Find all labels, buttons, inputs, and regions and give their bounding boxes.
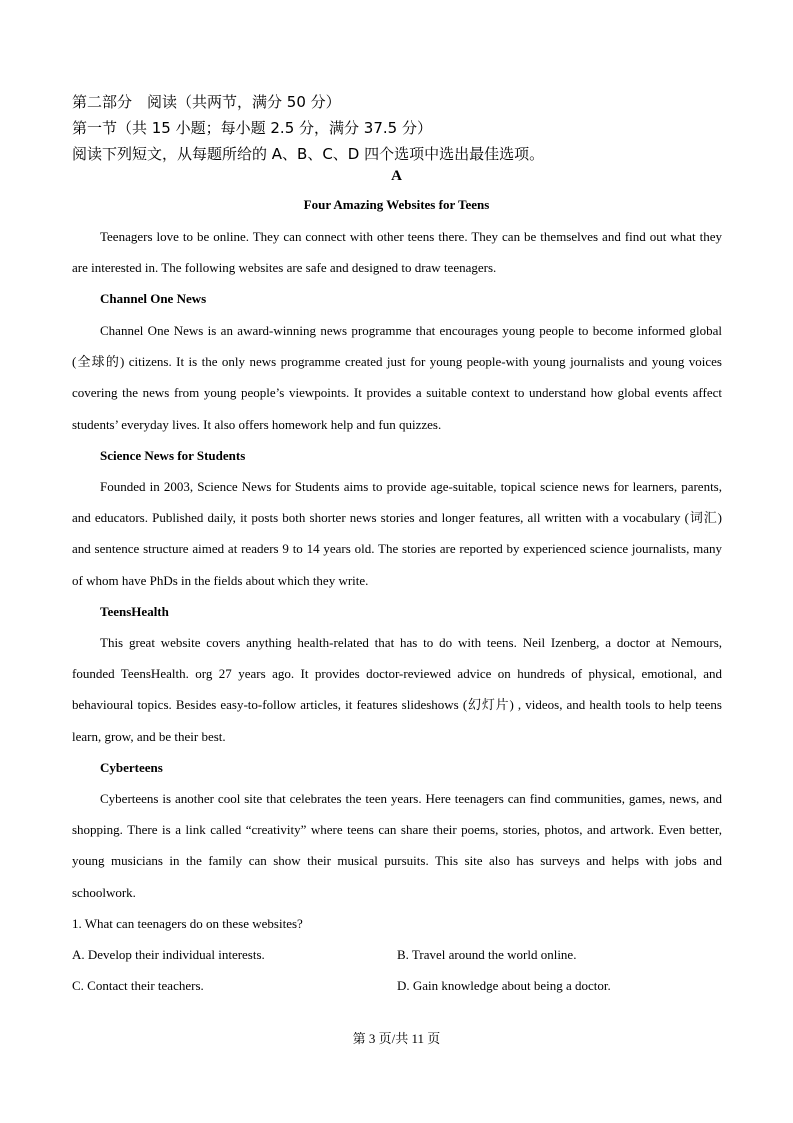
part-heading: 第二部分 阅读（共两节，满分 50 分）: [72, 93, 341, 111]
heading-cyberteens: Cyberteens: [100, 760, 163, 775]
text-channel-one-news: Channel One News is an award-winning news programme that encourages young people to become informed global (全球的) citizens. It is the only news programme created just for young people-with young journalists and young voices covering the news from young people’s viewpoints. It provides a suitable context to understand how global events affect students’ everyday lives. It also offers homework help and fun quizzes.: [72, 323, 722, 432]
paragraph-cyberteens: [72, 783, 722, 908]
passage-letter: A: [391, 168, 402, 184]
heading-teenshealth: TeensHealth: [100, 604, 169, 619]
heading-science-news: Science News for Students: [100, 448, 246, 463]
option-a: A. Develop their individual interests.: [72, 947, 265, 962]
option-d: D. Gain knowledge about being a doctor.: [397, 978, 611, 993]
paragraph-science-news: [72, 471, 722, 596]
text-teenshealth: This great website covers anything health-related that has to do with teens. Neil Izenberg, a doctor at Nemours, founded TeensHealth. org 27 years ago. It provides doctor-reviewed advice on hundreds of physical, emotional, and behavioural topics. Besides easy-to-follow articles, it features slideshows (幻灯片) , videos, and health tools to help teens learn, grow, and be their best.: [72, 635, 722, 744]
paragraph-channel-one-news: [72, 315, 722, 440]
instructions: 阅读下列短文，从每题所给的 A、B、C、D 四个选项中选出最佳选项。: [72, 145, 545, 163]
section-heading: 第一节（共 15 小题；每小题 2.5 分，满分 37.5 分）: [72, 119, 432, 137]
heading-channel-one-news: Channel One News: [100, 291, 207, 306]
option-c: C. Contact their teachers.: [72, 978, 204, 993]
intro-paragraph: [72, 221, 722, 283]
text-science-news: Founded in 2003, Science News for Students aims to provide age-suitable, topical science news for learners, parents, and educators. Published daily, it posts both shorter news stories and longer features, all written with a vocabulary (词汇) and sentence structure aimed at readers 9 to 14 years old. The stories are reported by experienced science journalists, many of whom have PhDs in the fields about which they write.: [72, 479, 723, 588]
page-number: 第 3 页/共 11 页: [352, 1031, 441, 1046]
text-cyberteens: Cyberteens is another cool site that celebrates the teen years. Here teenagers can find communities, games, news, and shopping. There is a link called “creativity” where teens can share their poems, stories, photos, and artwork. Even better, young musicians in the family can show their musical pursuits. This site also has surveys and helps with jobs and schoolwork.: [72, 791, 722, 900]
option-b: B. Travel around the world online.: [397, 947, 577, 962]
passage-title: Four Amazing Websites for Teens: [303, 197, 490, 212]
paragraph-teenshealth: [72, 627, 722, 752]
question-stem: 1. What can teenagers do on these websites?: [72, 916, 303, 931]
intro-text: Teenagers love to be online. They can connect with other teens there. They can be themselves and find out what they are interested in. The following websites are safe and designed to draw teenagers.: [72, 229, 722, 276]
